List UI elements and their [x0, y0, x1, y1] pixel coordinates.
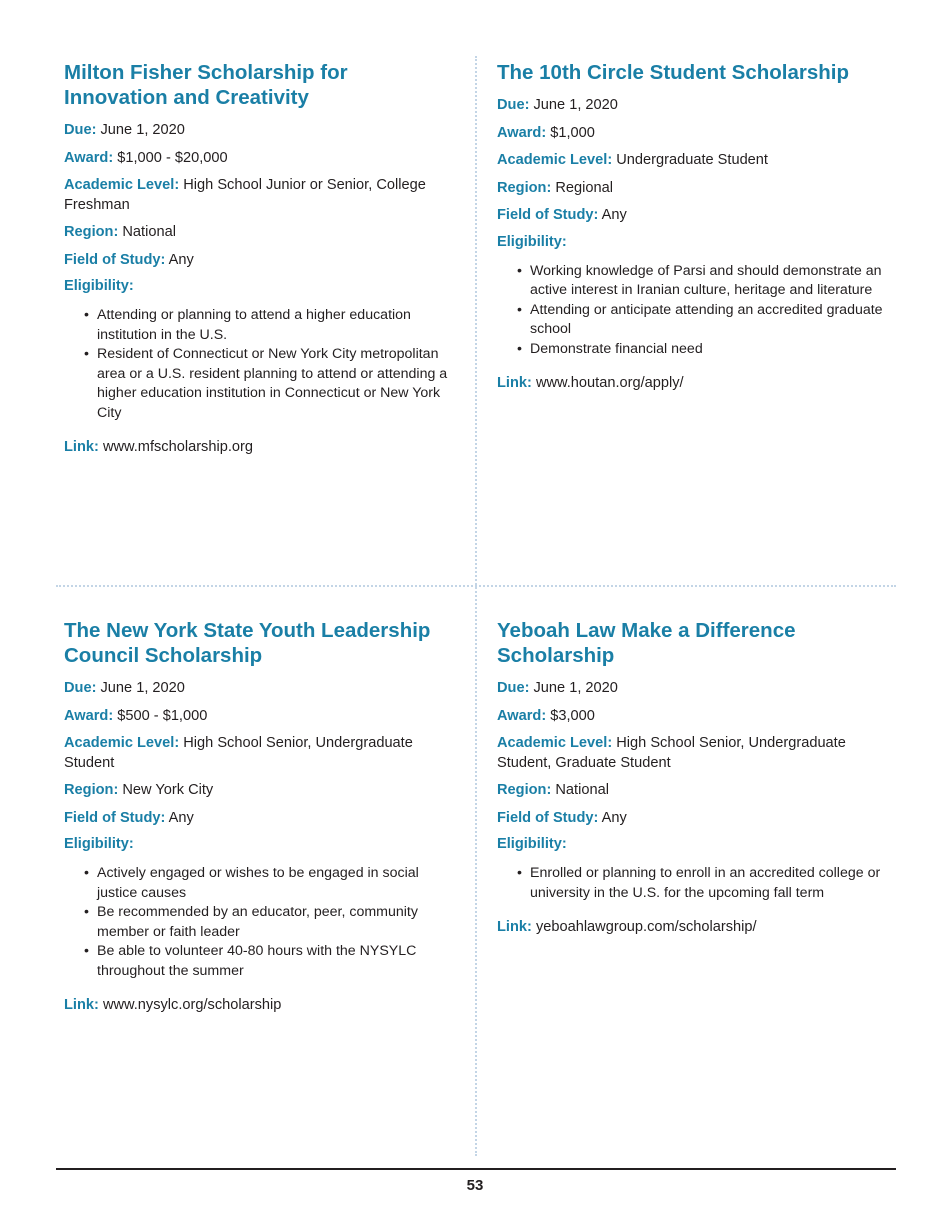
- field-due: [64, 121, 454, 141]
- field-label: Academic Level:: [497, 152, 613, 168]
- eligibility-heading: Eligibility:: [64, 278, 134, 294]
- list-item: • Be able to volunteer 40-80 hours with the NYSYLC throughout the summer: [84, 942, 454, 981]
- field-label: Field of Study:: [64, 809, 166, 826]
- field-award: [64, 149, 454, 169]
- field-label: Award:: [64, 707, 114, 724]
- field-label: Due:: [497, 680, 530, 696]
- list-item: • Be recommended by an educator, peer, community member or faith leader: [84, 903, 454, 942]
- field-label: Region:: [64, 782, 119, 798]
- field-value: New York City: [122, 782, 214, 798]
- field-field: [64, 809, 454, 829]
- field-link: [497, 374, 887, 394]
- field-value: National: [555, 782, 609, 798]
- eligibility-heading: Eligibility:: [497, 233, 567, 250]
- field-label: Award:: [497, 124, 547, 141]
- scholarship-title: The New York State Youth Leadership Council Scholarship: [64, 619, 431, 667]
- list-item: • Enrolled or planning to enroll in an accredited college or university in the U.S. for the upcoming fall term: [517, 864, 887, 903]
- field-label: Academic Level:: [497, 735, 613, 751]
- field-label: Field of Study:: [64, 251, 166, 268]
- list-item: • Working knowledge of Parsi and should demonstrate an active interest in Iranian culture, heritage and literature: [517, 262, 887, 301]
- field-label: Academic Level:: [64, 735, 180, 751]
- field-value: June 1, 2020: [100, 122, 185, 138]
- footer-rule: [56, 1168, 896, 1170]
- eligibility-list: [64, 306, 454, 423]
- field-label: Due:: [64, 680, 97, 696]
- scholarship-card: [497, 618, 887, 946]
- field-value: $500 - $1,000: [117, 707, 208, 724]
- field-label: Due:: [64, 122, 97, 138]
- scholarship-title: Yeboah Law Make a Difference Scholarship: [497, 619, 796, 667]
- scholarship-link[interactable]: yeboahlawgroup.com/scholarship/: [535, 919, 757, 935]
- field-award: [497, 124, 887, 144]
- scholarship-link[interactable]: www.nysylc.org/scholarship: [102, 997, 282, 1013]
- field-value: Any: [601, 207, 627, 223]
- scholarship-link[interactable]: www.houtan.org/apply/: [535, 375, 684, 391]
- scholarship-card: [497, 60, 887, 402]
- column-divider: [475, 56, 477, 1156]
- field-value: June 1, 2020: [100, 680, 185, 696]
- field-value: Any: [168, 251, 194, 268]
- field-region: [64, 223, 454, 243]
- eligibility-list: [497, 262, 887, 360]
- field-value: $3,000: [550, 707, 595, 724]
- scholarship-title: Milton Fisher Scholarship for Innovation and Creativity: [64, 61, 348, 109]
- field-label: Region:: [497, 782, 552, 798]
- field-link: [497, 918, 887, 938]
- field-value: June 1, 2020: [533, 97, 618, 113]
- field-label: Award:: [64, 149, 114, 166]
- field-level: [497, 151, 887, 171]
- field-value: National: [122, 224, 176, 240]
- field-label: Link:: [497, 375, 532, 391]
- field-link: [64, 438, 454, 458]
- page-number: 53: [466, 1177, 484, 1194]
- eligibility-heading: Eligibility:: [64, 836, 134, 852]
- field-label: Award:: [497, 707, 547, 724]
- field-value: High School Senior, Undergraduate Student: [64, 735, 413, 771]
- field-level: [64, 734, 454, 773]
- field-label: Academic Level:: [64, 177, 180, 193]
- field-field: [497, 206, 887, 226]
- scholarship-card: [64, 60, 454, 466]
- field-region: [497, 781, 887, 801]
- list-item: • Demonstrate financial need: [517, 340, 887, 360]
- field-value: $1,000 - $20,000: [117, 149, 228, 166]
- field-label: Link:: [64, 997, 99, 1013]
- field-link: [64, 996, 454, 1016]
- field-value: Any: [168, 809, 194, 826]
- field-region: [64, 781, 454, 801]
- list-item: • Attending or anticipate attending an accredited graduate school: [517, 301, 887, 340]
- field-level: [497, 734, 887, 773]
- scholarship-title: The 10th Circle Student Scholarship: [497, 61, 849, 84]
- eligibility-heading: Eligibility:: [497, 836, 567, 852]
- field-label: Field of Study:: [497, 809, 599, 826]
- row-divider: [56, 585, 896, 587]
- field-level: [64, 176, 454, 215]
- field-label: Link:: [64, 439, 99, 455]
- field-value: Any: [601, 809, 627, 826]
- scholarship-card: [64, 618, 454, 1024]
- scholarship-link[interactable]: www.mfscholarship.org: [102, 439, 253, 455]
- field-due: [497, 679, 887, 699]
- field-due: [64, 679, 454, 699]
- list-item: • Resident of Connecticut or New York City metropolitan area or a U.S. resident planning to attend or attending a higher education institution in Connecticut or New York City: [84, 345, 454, 423]
- field-field: [64, 251, 454, 271]
- field-field: [497, 809, 887, 829]
- field-label: Link:: [497, 919, 532, 935]
- field-award: [497, 707, 887, 727]
- field-value: High School Senior, Undergraduate Student, Graduate Student: [497, 735, 846, 771]
- eligibility-list: [64, 864, 454, 981]
- field-award: [64, 707, 454, 727]
- field-label: Region:: [497, 179, 552, 196]
- list-item: • Attending or planning to attend a higher education institution in the U.S.: [84, 306, 454, 345]
- eligibility-list: [497, 864, 887, 903]
- list-item: • Actively engaged or wishes to be engaged in social justice causes: [84, 864, 454, 903]
- field-region: [497, 179, 887, 199]
- field-value: $1,000: [550, 124, 595, 141]
- field-value: June 1, 2020: [533, 680, 618, 696]
- field-value: Undergraduate Student: [616, 152, 768, 168]
- field-value: Regional: [555, 179, 613, 196]
- field-label: Field of Study:: [497, 207, 599, 223]
- field-label: Due:: [497, 97, 530, 113]
- field-label: Region:: [64, 224, 119, 240]
- field-due: [497, 96, 887, 116]
- field-value: High School Junior or Senior, College Freshman: [64, 177, 426, 213]
